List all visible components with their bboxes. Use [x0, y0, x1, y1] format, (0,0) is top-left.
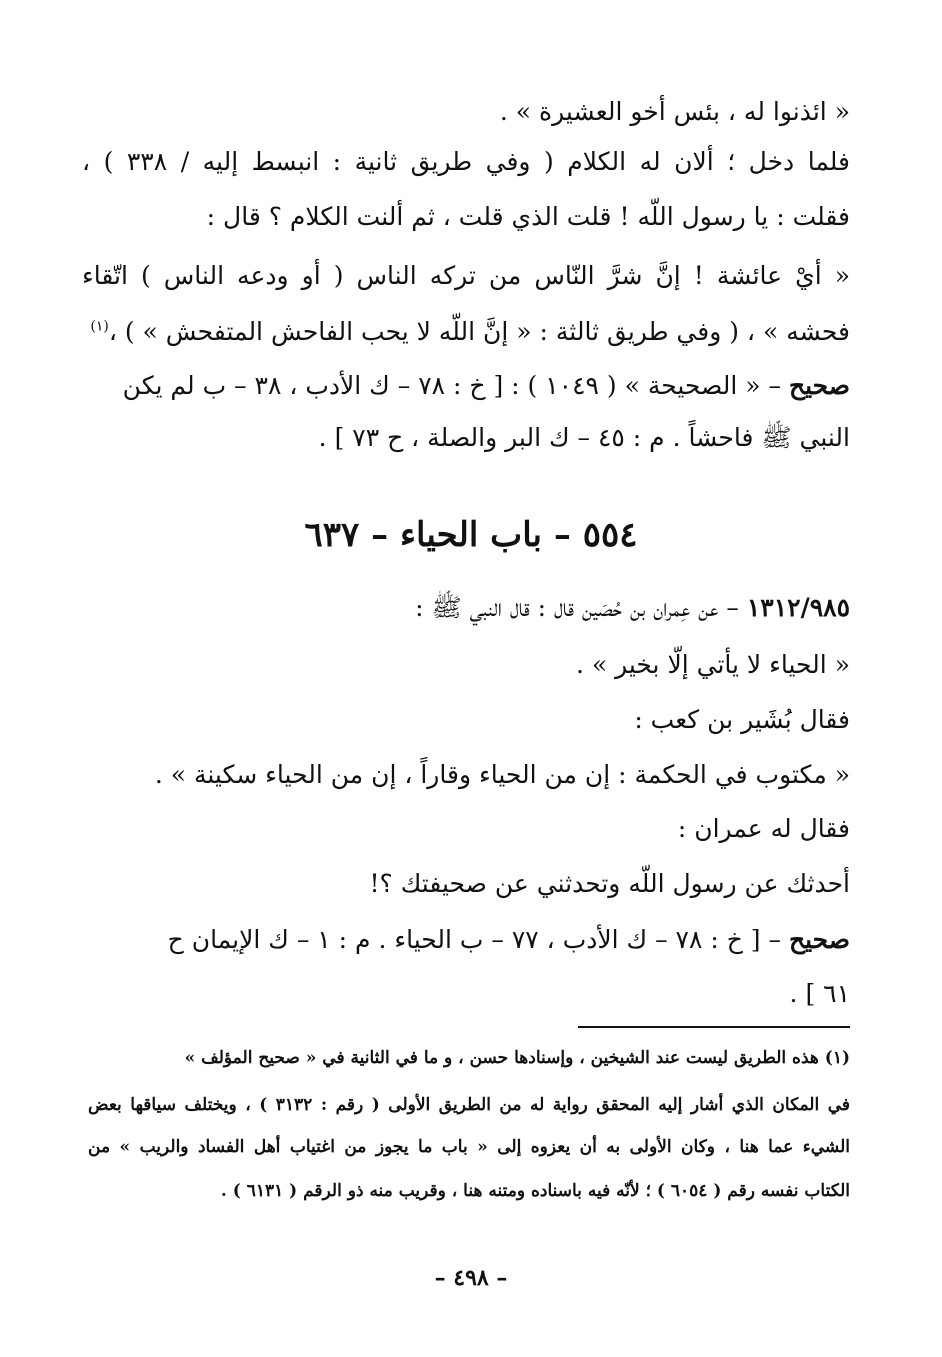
hadith-number: ١٣١٢/٩٨٥ — [746, 593, 850, 622]
grade-line-1-text: – « الصحيحة » ( ١٠٤٩ ) : [ خ : ٧٨ – ك الأدب ، ٣٨ – ب لم يكن — [122, 371, 781, 400]
hadith-line-1-text: – عن عِمران بن حُصَين قال : قال النبي ﷺ : — [415, 593, 739, 622]
body-line-1: « ائذنوا له ، بئس أخو العشيرة » . — [499, 97, 850, 126]
body-line-7: النبي ﷺ فاحشاً . م : ٤٥ – ك البر والصلة ، ح ٧٣ ] . — [318, 423, 850, 452]
hadith-line-3: فقال بُشَير بن كعب : — [634, 705, 850, 734]
body-line-5 — [82, 314, 850, 350]
grade-line-2 — [82, 922, 850, 958]
grade-label-2: صحيح — [788, 925, 850, 954]
grade-label: صحيح — [788, 371, 850, 400]
footnote-reference: (١) — [90, 318, 109, 335]
body-line-2: فلما دخل ؛ ألان له الكلام ( وفي طريق ثانية : انبسط إليه / ٣٣٨ ) ، — [82, 147, 850, 176]
hadith-line-5: فقال له عمران : — [677, 814, 850, 843]
footnote-separator — [578, 1026, 850, 1028]
hadith-line-6: أحدثك عن رسول اللّه وتحدثني عن صحيفتك ؟! — [369, 869, 850, 898]
body-line-5-text: فحشه » ، ( وفي طريق ثالثة : « إنَّ اللّه لا يحب الفاحش المتفحش » ) ، — [108, 317, 850, 346]
body-line-3: فقلت : يا رسول اللّه ! قلت الذي قلت ، ثم ألنت الكلام ؟ قال : — [206, 202, 850, 231]
page-number: – ٤٩٨ – — [434, 1265, 508, 1291]
footnote-line-3: الشيء عما هنا ، وكان الأولى به أن يعزوه إلى « باب ما يجوز من اغتياب أهل الفساد والريب » من — [88, 1137, 850, 1157]
footnote-line-4: الكتاب نفسه رقم ( ٦٠٥٤ ) ؛ لأنّه فيه باسناده ومتنه هنا ، وقريب منه ذو الرقم ( ٦١٣١ ) . — [220, 1181, 850, 1201]
chapter-heading: ٥٥٤ – باب الحياء – ٦٣٧ — [304, 515, 638, 555]
hadith-line-4: « مكتوب في الحكمة : إن من الحياء وقاراً ، إن من الحياء سكينة » . — [154, 760, 850, 789]
body-line-4: « أيْ عائشة ! إنَّ شرَّ النّاس من تركه الناس ( أو ودعه الناس ) اتّقاء — [82, 261, 850, 290]
hadith-line-8: ٦١ ] . — [789, 979, 850, 1008]
footnote-line-1: (١) هذه الطريق ليست عند الشيخين ، وإسنادها حسن ، و ما في الثانية في « صحيح المؤلف » — [184, 1048, 850, 1068]
hadith-line-2: « الحياء لا يأتي إلّا بخير » . — [575, 650, 850, 679]
footnote-line-2: في المكان الذي أشار إليه المحقق رواية له من الطريق الأولى ( رقم : ٣١٣٢ ) ، ويختلف سياقها بعض — [88, 1095, 850, 1115]
grade-line-1 — [82, 368, 850, 404]
hadith-line-1 — [82, 590, 850, 626]
grade-line-2-text: – [ خ : ٧٨ – ك الأدب ، ٧٧ – ب الحياء . م : ١ – ك الإيمان ح — [167, 925, 781, 954]
